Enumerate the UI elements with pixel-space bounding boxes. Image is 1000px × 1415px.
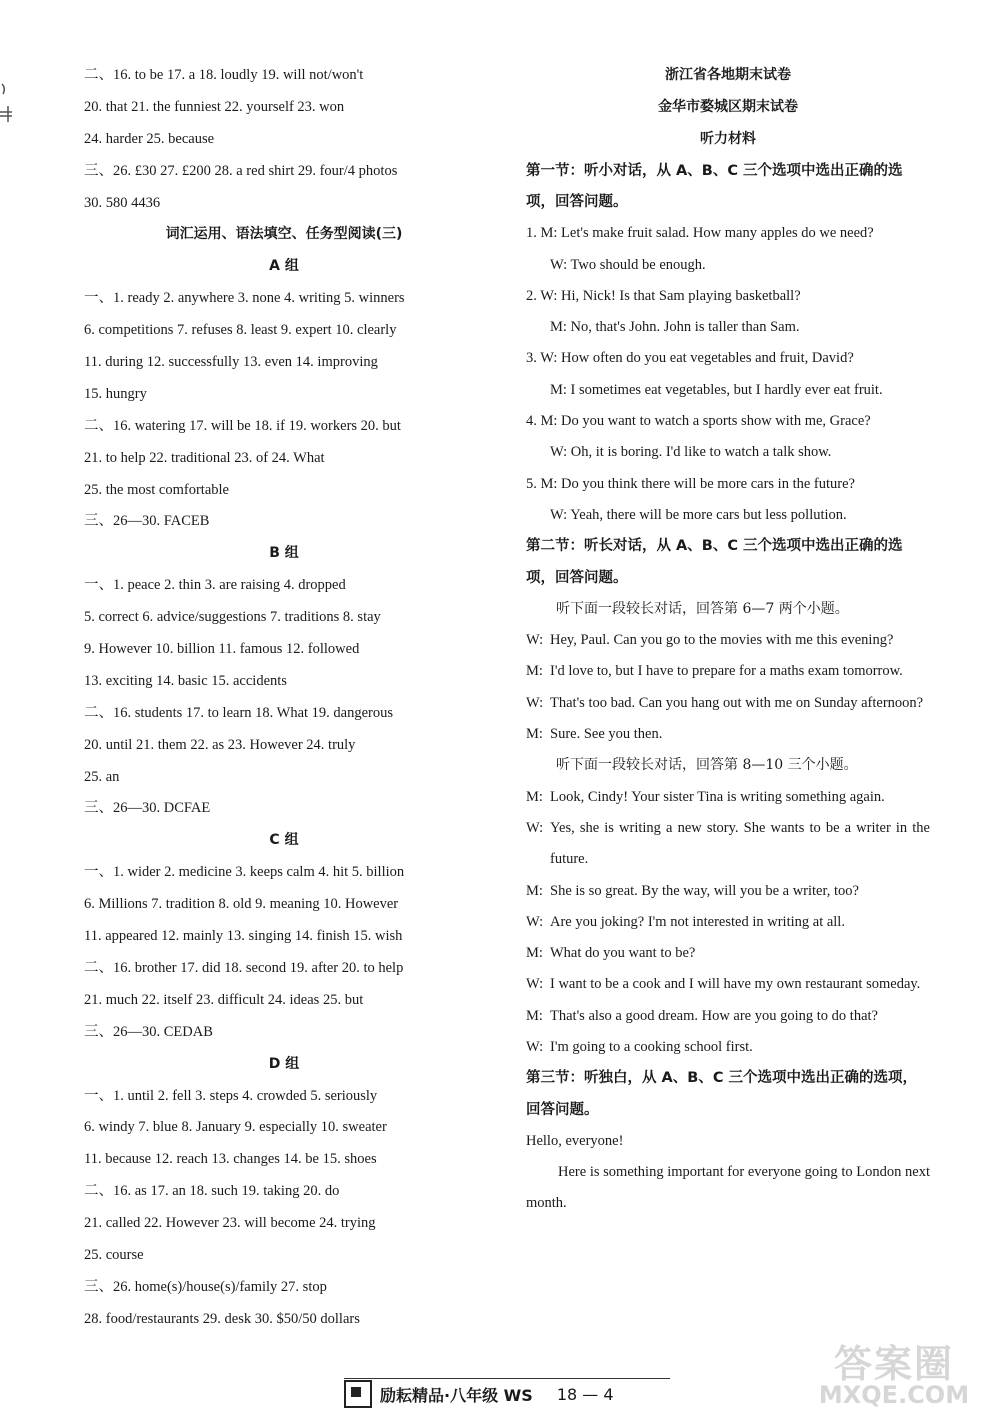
dialog-text: I'd love to, but I have to prepare for a maths exam tomorrow. bbox=[550, 663, 903, 680]
question-line: 1. M: Let's make fruit salad. How many apples do we need? bbox=[526, 225, 874, 242]
answer-line: 三、26. £30 27. £200 28. a red shirt 29. four/4 photos bbox=[84, 162, 398, 179]
dialog-text: Hey, Paul. Can you go to the movies with me this evening? bbox=[550, 632, 894, 649]
answer-line: 21. to help 22. traditional 23. of 24. What bbox=[84, 449, 325, 466]
answer-line: 28. food/restaurants 29. desk 30. $50/50 dollars bbox=[84, 1310, 360, 1327]
dialog-line bbox=[526, 656, 930, 687]
instruction-note: 听下面一段较长对话，回答第 6—7 两个小题。 bbox=[556, 600, 849, 617]
reply-line: M: No, that's John. John is taller than Sam. bbox=[550, 319, 800, 336]
speaker-label: M: bbox=[526, 945, 543, 962]
speaker-label: M: bbox=[526, 663, 543, 680]
question-line: 4. M: Do you want to watch a sports show with me, Grace? bbox=[526, 413, 871, 430]
answer-line: 20. until 21. them 22. as 23. However 24. truly bbox=[84, 736, 356, 753]
reply-line: W: Yeah, there will be more cars but less pollution. bbox=[550, 506, 847, 523]
watermark-logo-text: 答案圈 bbox=[833, 1342, 954, 1386]
page-number: 18 — 4 bbox=[556, 1384, 614, 1404]
section-title: A 组 bbox=[269, 258, 299, 275]
answer-line: 25. an bbox=[84, 768, 120, 785]
question-line: 2. W: Hi, Nick! Is that Sam playing basketball? bbox=[526, 287, 801, 304]
answer-line: 11. appeared 12. mainly 13. singing 14. finish 15. wish bbox=[84, 928, 403, 945]
monologue-greeting: Hello, everyone! bbox=[526, 1132, 624, 1149]
dialog-line bbox=[526, 969, 930, 1000]
dialog-line bbox=[526, 625, 930, 656]
dialog-line bbox=[526, 1032, 930, 1063]
speaker-label: W: bbox=[526, 632, 544, 649]
dialog-text: I'm going to a cooking school first. bbox=[550, 1038, 753, 1055]
section-title: 词汇运用、语法填空、任务型阅读(三) bbox=[165, 226, 403, 243]
answer-line: 三、26. home(s)/house(s)/family 27. stop bbox=[84, 1278, 327, 1295]
speaker-label: M: bbox=[526, 1007, 543, 1024]
speaker-label: W: bbox=[526, 694, 544, 711]
answer-line: 30. 580 4436 bbox=[84, 194, 161, 211]
speaker-label: W: bbox=[526, 976, 544, 993]
answer-line: 三、26—30. FACEB bbox=[84, 513, 210, 530]
qr-code-icon bbox=[344, 1380, 372, 1408]
instruction-note: 听下面一段较长对话，回答第 8—10 三个小题。 bbox=[556, 757, 858, 774]
answer-line: 一、1. wider 2. medicine 3. keeps calm 4. hit 5. billion bbox=[84, 864, 405, 881]
dialog-text: That's also a good dream. How are you going to do that? bbox=[550, 1007, 878, 1024]
answer-line: 24. harder 25. because bbox=[84, 130, 215, 147]
page-footer bbox=[344, 1378, 670, 1409]
section-title: C 组 bbox=[269, 832, 299, 849]
answer-line: 11. because 12. reach 13. changes 14. be 15. shoes bbox=[84, 1151, 377, 1168]
answer-line: 21. much 22. itself 23. difficult 24. ideas 25. but bbox=[84, 991, 364, 1008]
dialog-text: Sure. See you then. bbox=[550, 726, 663, 743]
site-watermark bbox=[794, 1342, 994, 1411]
answer-line: 21. called 22. However 23. will become 24. trying bbox=[84, 1215, 376, 1232]
reply-line: M: I sometimes eat vegetables, but I hardly ever eat fruit. bbox=[550, 381, 883, 398]
speaker-label: W: bbox=[526, 1038, 544, 1055]
answer-key-column bbox=[84, 60, 484, 1336]
section-heading: 第二节：听长对话，从 A、B、C 三个选项中选出正确的选项，回答问题。 bbox=[526, 538, 903, 586]
speaker-label: W: bbox=[526, 913, 544, 930]
answer-line: 三、26—30. CEDAB bbox=[84, 1023, 213, 1040]
question-line: 5. M: Do you think there will be more cars in the future? bbox=[526, 475, 855, 492]
binding-edge-mark bbox=[0, 82, 12, 122]
answer-line: 三、26—30. DCFAE bbox=[84, 800, 211, 817]
dialog-line bbox=[526, 782, 930, 813]
answer-line: 二、16. to be 17. a 18. loudly 19. will not/won't bbox=[84, 67, 364, 83]
answer-line: 一、1. until 2. fell 3. steps 4. crowded 5. seriously bbox=[84, 1087, 378, 1104]
dialog-line bbox=[526, 938, 930, 969]
section-title: D 组 bbox=[268, 1055, 300, 1072]
monologue-paragraph: Here is something important for everyone going to London next month. bbox=[526, 1164, 930, 1212]
section-title: B 组 bbox=[269, 545, 299, 562]
section-heading: 第三节：听独白，从 A、B、C 三个选项中选出正确的选项，回答问题。 bbox=[526, 1070, 918, 1118]
answer-line: 15. hungry bbox=[84, 385, 147, 402]
dialog-line bbox=[526, 1001, 930, 1032]
answer-line: 二、16. watering 17. will be 18. if 19. workers 20. but bbox=[84, 417, 401, 434]
section-title: 听力材料 bbox=[700, 130, 756, 147]
speaker-label: M: bbox=[526, 788, 543, 805]
section-title: 浙江省各地期末试卷 bbox=[665, 67, 791, 83]
answer-line: 一、1. ready 2. anywhere 3. none 4. writing 5. winners bbox=[84, 290, 405, 307]
dialog-line bbox=[526, 688, 930, 719]
answer-line: 6. Millions 7. tradition 8. old 9. meaning 10. However bbox=[84, 896, 399, 913]
dialog-line bbox=[526, 719, 930, 750]
dialog-text: Are you joking? I'm not interested in writing at all. bbox=[550, 913, 845, 930]
answer-line: 5. correct 6. advice/suggestions 7. traditions 8. stay bbox=[84, 609, 381, 626]
answer-line: 11. during 12. successfully 13. even 14. improving bbox=[84, 354, 378, 371]
dialog-text: That's too bad. Can you hang out with me on Sunday afternoon? bbox=[550, 694, 924, 711]
answer-line: 13. exciting 14. basic 15. accidents bbox=[84, 672, 287, 689]
dialog-text: She is so great. By the way, will you be a writer, too? bbox=[550, 882, 859, 899]
dialog-text: Look, Cindy! Your sister Tina is writing something again. bbox=[550, 788, 885, 805]
dialog-text: Yes, she is writing a new story. She wants to be a writer in the future. bbox=[550, 819, 930, 868]
question-line: 3. W: How often do you eat vegetables and fruit, David? bbox=[526, 350, 854, 367]
answer-line: 一、1. peace 2. thin 3. are raising 4. dropped bbox=[84, 577, 346, 594]
answer-line: 二、16. students 17. to learn 18. What 19. dangerous bbox=[84, 704, 394, 721]
speaker-label: M: bbox=[526, 726, 543, 743]
dialog-line bbox=[526, 907, 930, 938]
answer-line: 二、16. brother 17. did 18. second 19. after 20. to help bbox=[84, 959, 404, 976]
answer-line: 二、16. as 17. an 18. such 19. taking 20. do bbox=[84, 1183, 340, 1200]
answer-line: 25. course bbox=[84, 1246, 144, 1263]
book-title: 励耘精品·八年级 WS bbox=[380, 1385, 533, 1405]
dialog-line bbox=[526, 813, 930, 876]
dialog-text: I want to be a cook and I will have my own restaurant someday. bbox=[550, 976, 921, 993]
answer-line: 9. However 10. billion 11. famous 12. followed bbox=[84, 641, 360, 658]
answer-line: 6. competitions 7. refuses 8. least 9. expert 10. clearly bbox=[84, 322, 397, 339]
answer-line: 20. that 21. the funniest 22. yourself 23. won bbox=[84, 98, 345, 115]
section-title: 金华市婺城区期末试卷 bbox=[658, 98, 798, 115]
speaker-label: M: bbox=[526, 882, 543, 899]
speaker-label: W: bbox=[526, 819, 544, 836]
watermark-url: MXQE.COM bbox=[818, 1381, 970, 1409]
section-heading: 第一节：听小对话，从 A、B、C 三个选项中选出正确的选项，回答问题。 bbox=[526, 162, 903, 210]
listening-script-column bbox=[526, 60, 930, 1220]
dialog-line bbox=[526, 876, 930, 907]
dialog-text: What do you want to be? bbox=[550, 945, 696, 962]
reply-line: W: Oh, it is boring. I'd like to watch a talk show. bbox=[550, 444, 832, 461]
answer-line: 6. windy 7. blue 8. January 9. especially 10. sweater bbox=[84, 1119, 387, 1136]
answer-line: 25. the most comfortable bbox=[84, 481, 229, 498]
reply-line: W: Two should be enough. bbox=[550, 256, 706, 273]
